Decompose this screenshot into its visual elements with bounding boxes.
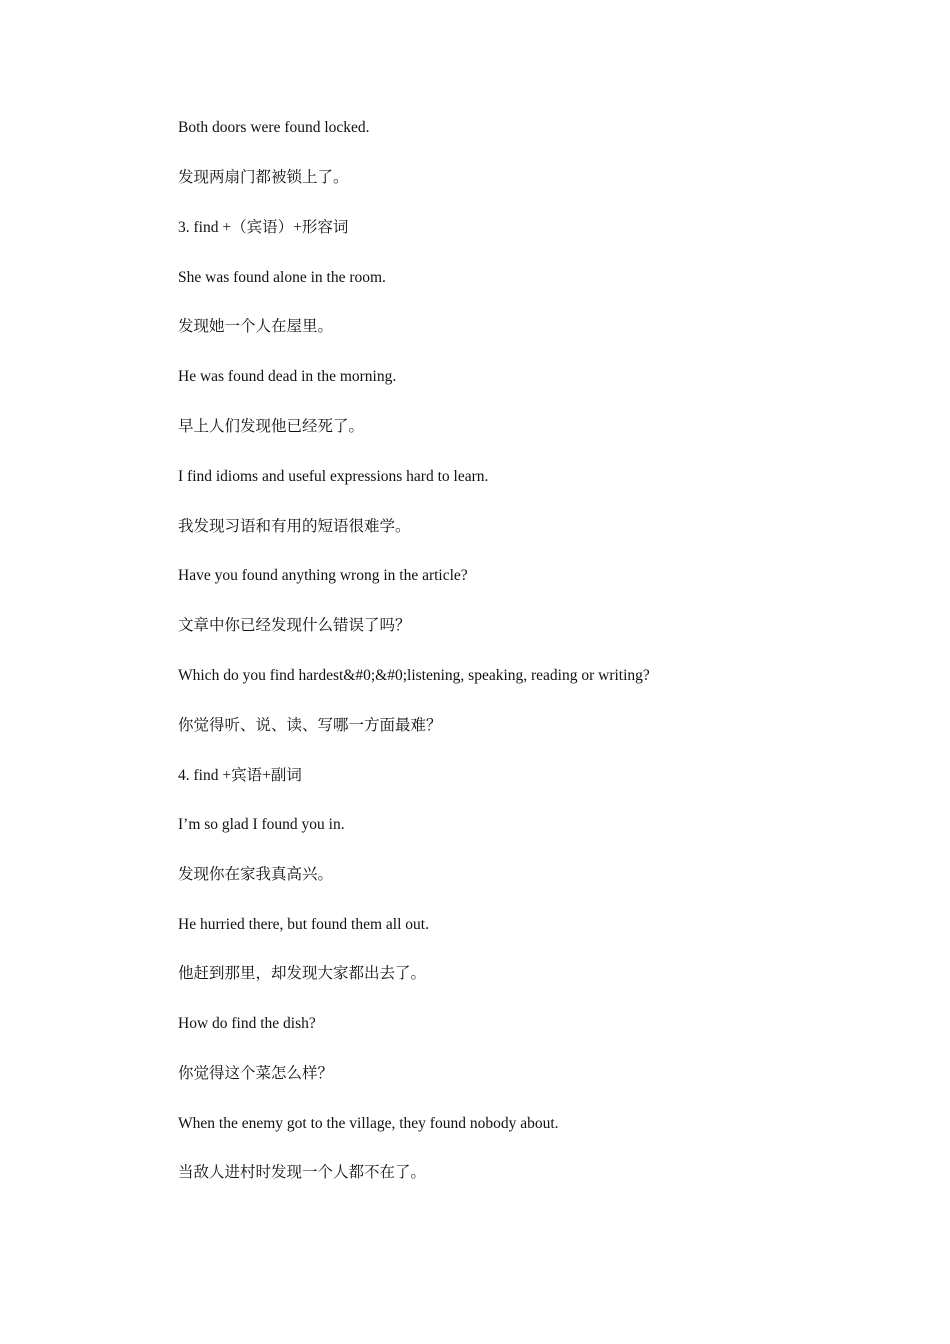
text-line-english: I find idioms and useful expressions hard to learn. xyxy=(178,468,489,485)
text-line-chinese: 你觉得听、说、读、写哪一方面最难？ xyxy=(178,717,442,734)
text-line-chinese: 发现她一个人在屋里。 xyxy=(178,318,334,335)
text-line-english: Which do you find hardest&#0;&#0;listening, speaking, reading or writing? xyxy=(178,667,650,684)
text-line-english: Have you found anything wrong in the article? xyxy=(178,567,468,584)
text-line-english: He was found dead in the morning. xyxy=(178,368,397,385)
text-line-english: She was found alone in the room. xyxy=(178,269,386,286)
section-heading-3: 3. find +（宾语）+形容词 xyxy=(178,219,349,236)
text-line-english: He hurried there, but found them all out. xyxy=(178,916,429,933)
text-line-chinese: 他赶到那里，却发现大家都出去了。 xyxy=(178,965,427,982)
text-line-chinese: 我发现习语和有用的短语很难学。 xyxy=(178,518,411,535)
section-heading-4: 4. find +宾语+副词 xyxy=(178,767,302,784)
text-line-english: How do find the dish? xyxy=(178,1015,316,1032)
text-line-chinese: 发现你在家我真高兴。 xyxy=(178,866,334,883)
text-line-chinese: 当敌人进村时发现一个人都不在了。 xyxy=(178,1164,427,1181)
text-line-chinese: 发现两扇门都被锁上了。 xyxy=(178,169,349,186)
text-line-chinese: 你觉得这个菜怎么样？ xyxy=(178,1065,334,1082)
text-line-english: When the enemy got to the village, they found nobody about. xyxy=(178,1115,559,1132)
text-line-english: I’m so glad I found you in. xyxy=(178,816,345,833)
text-line-chinese: 文章中你已经发现什么错误了吗？ xyxy=(178,617,411,634)
text-line-chinese: 早上人们发现他已经死了。 xyxy=(178,418,365,435)
text-line-english: Both doors were found locked. xyxy=(178,119,370,136)
